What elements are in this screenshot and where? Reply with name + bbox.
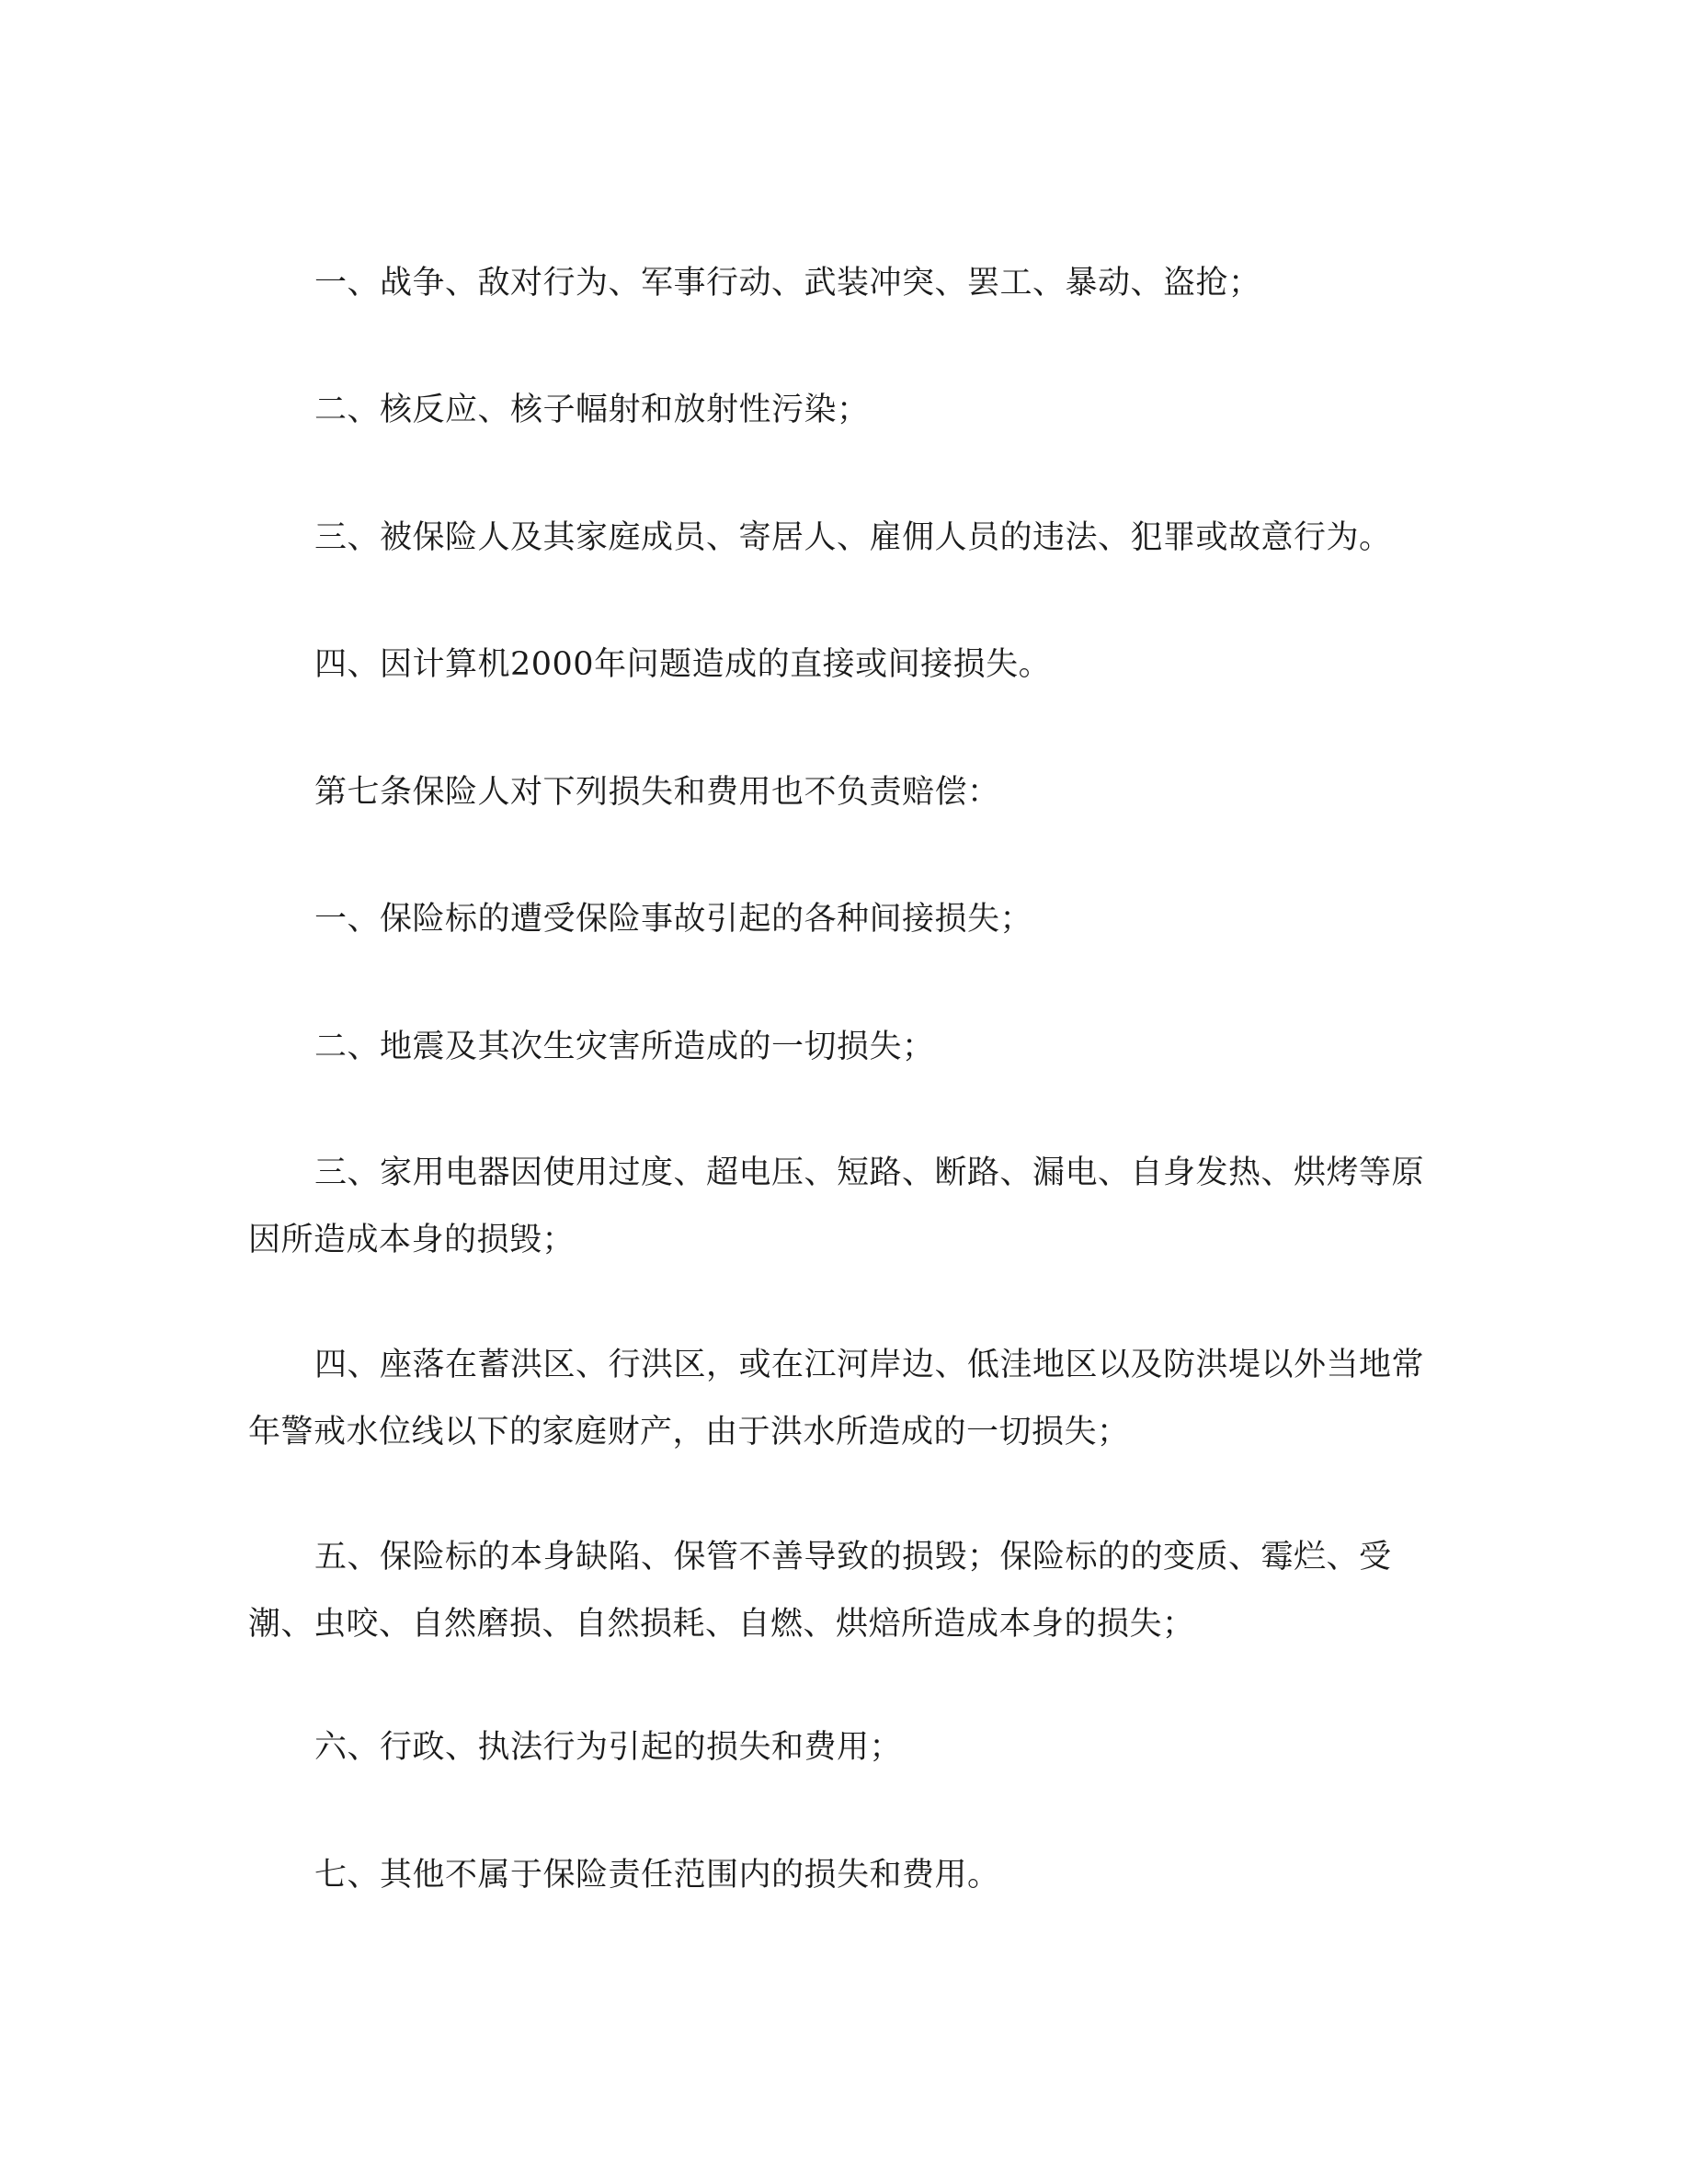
paragraph-earthquake: 二、地震及其次生灾害所造成的一切损失； — [314, 1029, 935, 1065]
paragraph-flood: 四、座落在蓄洪区、行洪区，或在江河岸边、低洼地区以及防洪堤以外当地常年警戒水位线以下的家庭财产，由于洪水所造成的一切损失； — [248, 1347, 1425, 1450]
paragraph-exclusion-nuclear: 二、核反应、核子幅射和放射性污染； — [314, 392, 870, 428]
paragraph-indirect-loss: 一、保险标的遭受保险事故引起的各种间接损失； — [314, 901, 1033, 938]
paragraph-exclusion-y2k: 四、因计算机2000年问题造成的直接或间接损失。 — [314, 646, 1052, 683]
paragraph-exclusion-illegal-acts: 三、被保险人及其家庭成员、寄居人、雇佣人员的违法、犯罪或故意行为。 — [314, 519, 1392, 556]
paragraph-exclusion-war: 一、战争、敌对行为、军事行动、武装冲突、罢工、暴动、盗抢； — [314, 265, 1261, 301]
paragraph-appliances: 三、家用电器因使用过度、超电压、短路、断路、漏电、自身发热、烘烤等原因所造成本身的损毁； — [248, 1155, 1425, 1258]
paragraph-administrative: 六、行政、执法行为引起的损失和费用； — [314, 1729, 903, 1766]
paragraph-article-seven: 第七条保险人对下列损失和费用也不负责赔偿： — [314, 774, 1000, 811]
paragraph-other: 七、其他不属于保险责任范围内的损失和费用。 — [314, 1857, 1000, 1894]
paragraph-defects: 五、保险标的本身缺陷、保管不善导致的损毁；保险标的的变质、霉烂、受潮、虫咬、自然磨损、自然损耗、自燃、烘焙所造成本身的损失； — [248, 1539, 1392, 1643]
